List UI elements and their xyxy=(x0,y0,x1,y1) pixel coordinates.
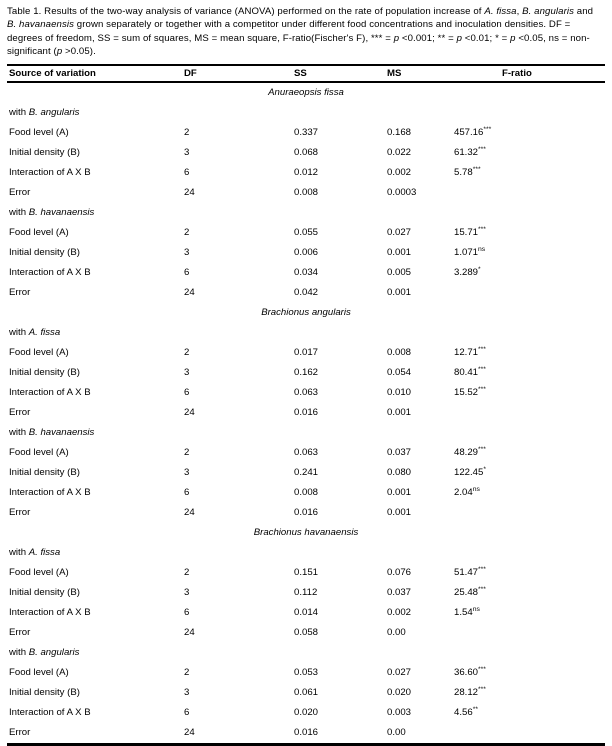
table-body xyxy=(7,83,605,746)
cell-source: Food level (A) xyxy=(9,567,69,579)
cell-source: Interaction of A X B xyxy=(9,487,91,499)
cell-df: 2 xyxy=(184,347,190,359)
group-label-competitor: A. fissa xyxy=(28,327,61,339)
table-row xyxy=(7,343,605,363)
group-label-row xyxy=(7,323,605,343)
cell-ms: 0.020 xyxy=(387,687,412,699)
caption-italic-segment: A. fissa xyxy=(484,6,517,17)
cell-f-ratio: 12.71*** xyxy=(454,345,486,359)
significance-marker: *** xyxy=(478,345,486,353)
caption-text-segment: , xyxy=(516,6,523,17)
cell-df: 3 xyxy=(184,367,190,379)
cell-ss: 0.058 xyxy=(294,627,319,639)
cell-f-ratio: 51.47*** xyxy=(454,565,486,579)
cell-df: 2 xyxy=(184,447,190,459)
cell-ms: 0.0003 xyxy=(387,187,417,199)
cell-df: 24 xyxy=(184,287,195,299)
cell-ss: 0.061 xyxy=(294,687,319,699)
cell-ms: 0.037 xyxy=(387,587,412,599)
cell-ms: 0.00 xyxy=(387,727,406,739)
significance-marker: ns xyxy=(472,605,480,613)
table-caption xyxy=(7,5,605,59)
cell-ms: 0.001 xyxy=(387,407,412,419)
col-header-df: DF xyxy=(184,67,197,79)
cell-source: Error xyxy=(9,627,31,639)
cell-ss: 0.020 xyxy=(294,707,319,719)
table-row xyxy=(7,563,605,583)
caption-text-segment: <0.05, ns = non-significant ( xyxy=(7,32,590,58)
cell-df: 3 xyxy=(184,147,190,159)
cell-source: Food level (A) xyxy=(9,347,69,359)
table-row xyxy=(7,463,605,483)
caption-italic-segment: p xyxy=(456,32,463,44)
species-header-row xyxy=(7,83,605,103)
significance-marker: ** xyxy=(472,705,478,713)
cell-ss: 0.151 xyxy=(294,567,319,579)
group-label-competitor: B. havanaensis xyxy=(28,427,95,439)
cell-source: Error xyxy=(9,187,31,199)
caption-italic-segment: p xyxy=(510,32,516,44)
cell-df: 3 xyxy=(184,687,190,699)
cell-df: 3 xyxy=(184,587,190,599)
cell-ss: 0.112 xyxy=(294,587,318,599)
group-label-row xyxy=(7,203,605,223)
cell-ms: 0.001 xyxy=(387,247,412,259)
cell-df: 3 xyxy=(184,247,190,259)
cell-ms: 0.002 xyxy=(387,607,412,619)
group-label-row xyxy=(7,423,605,443)
table-row xyxy=(7,123,605,143)
table-row xyxy=(7,223,605,243)
cell-df: 2 xyxy=(184,667,190,679)
cell-source: Initial density (B) xyxy=(9,467,80,479)
species-header-row xyxy=(7,523,605,543)
caption-text-segment: grown separately or together with a competitor under different food concentrations and inoculation densities. DF = degrees of freedom, SS = sum of squares, MS = mean square, F-ratio(Fischer's F), *** = xyxy=(7,19,571,44)
cell-source: Interaction of A X B xyxy=(9,387,91,399)
cell-df: 24 xyxy=(184,627,195,639)
cell-source: Error xyxy=(9,507,31,519)
significance-marker: *** xyxy=(478,685,486,693)
cell-df: 3 xyxy=(184,467,190,479)
species-name: Brachionus angularis xyxy=(261,307,351,319)
cell-source: Interaction of A X B xyxy=(9,267,91,279)
group-label-prefix: with xyxy=(9,207,29,219)
significance-marker: * xyxy=(483,465,486,473)
cell-ms: 0.001 xyxy=(387,507,412,519)
cell-ss: 0.016 xyxy=(294,407,319,419)
significance-marker: *** xyxy=(478,565,486,573)
cell-ms: 0.002 xyxy=(387,167,412,179)
cell-source: Food level (A) xyxy=(9,667,69,679)
table-row xyxy=(7,163,605,183)
cell-ms: 0.054 xyxy=(387,367,412,379)
table-row xyxy=(7,443,605,463)
cell-f-ratio: 15.52*** xyxy=(454,385,486,399)
cell-f-ratio: 36.60*** xyxy=(454,665,486,679)
significance-marker: ns xyxy=(472,485,480,493)
table-row xyxy=(7,283,605,303)
significance-marker: *** xyxy=(478,445,486,453)
cell-source: Error xyxy=(9,287,31,299)
cell-f-ratio: $2.04^{ns}$ xyxy=(454,485,480,499)
cell-ms: 0.001 xyxy=(387,487,412,499)
group-label xyxy=(7,647,184,658)
cell-ss: 0.337 xyxy=(294,127,319,139)
species-name: Anuraeopsis fissa xyxy=(268,87,344,99)
caption-italic-segment: p xyxy=(56,46,63,58)
significance-marker: *** xyxy=(478,665,486,673)
cell-source: Interaction of A X B xyxy=(9,167,91,179)
cell-df: 6 xyxy=(184,167,190,179)
cell-ms: 0.003 xyxy=(387,707,412,719)
group-label-prefix: with xyxy=(9,107,29,119)
cell-ss: 0.063 xyxy=(294,387,319,399)
caption-text-segment: >0.05). xyxy=(62,46,96,58)
cell-source: Food level (A) xyxy=(9,127,69,139)
cell-ms: 0.005 xyxy=(387,267,412,279)
cell-f-ratio: 25.48*** xyxy=(454,585,486,599)
cell-ms: 0.001 xyxy=(387,287,412,299)
cell-ss: 0.017 xyxy=(294,347,319,359)
table-row xyxy=(7,263,605,283)
group-label xyxy=(7,547,184,558)
group-label-competitor: B. angularis xyxy=(28,647,80,659)
cell-df: 24 xyxy=(184,407,195,419)
species-header-row xyxy=(7,303,605,323)
cell-df: 2 xyxy=(184,227,190,239)
cell-source: Interaction of A X B xyxy=(9,707,91,719)
cell-f-ratio: 48.29*** xyxy=(454,445,486,459)
cell-source: Initial density (B) xyxy=(9,587,80,599)
group-label xyxy=(7,107,184,118)
cell-source: Food level (A) xyxy=(9,227,69,239)
significance-marker: *** xyxy=(483,125,492,133)
cell-df: 24 xyxy=(184,727,195,739)
table-row xyxy=(7,703,605,723)
caption-text-segment: Table 1. Results of the two-way analysis of variance (ANOVA) performed on the rate of population increase of xyxy=(7,6,485,17)
cell-ms: 0.037 xyxy=(387,447,412,459)
cell-ss: 0.016 xyxy=(294,507,319,519)
table-row xyxy=(7,623,605,643)
cell-f-ratio: 80.41*** xyxy=(454,365,486,379)
cell-source: Initial density (B) xyxy=(9,687,80,699)
table-row xyxy=(7,383,605,403)
cell-ss: 0.241 xyxy=(294,467,319,479)
cell-df: 6 xyxy=(184,607,190,619)
cell-df: 24 xyxy=(184,187,195,199)
col-header-ss: SS xyxy=(294,67,307,79)
cell-f-ratio: 28.12*** xyxy=(454,685,486,699)
cell-f-ratio: $1.071^{ns}$ xyxy=(454,245,486,259)
cell-df: 2 xyxy=(184,567,190,579)
table-row xyxy=(7,403,605,423)
table-row xyxy=(7,363,605,383)
cell-f-ratio: 4.56** xyxy=(454,705,478,719)
cell-ms: 0.027 xyxy=(387,667,412,679)
group-label xyxy=(7,427,184,438)
caption-italic-segment: B. havanaensis xyxy=(7,19,75,31)
significance-marker: * xyxy=(478,265,481,273)
cell-source: Initial density (B) xyxy=(9,147,80,159)
cell-source: Error xyxy=(9,407,31,419)
cell-ss: 0.014 xyxy=(294,607,319,619)
caption-text-segment: <0.001; ** = xyxy=(399,32,457,44)
cell-ss: 0.034 xyxy=(294,267,319,279)
group-label-prefix: with xyxy=(9,547,29,559)
table-row xyxy=(7,583,605,603)
cell-ss: 0.008 xyxy=(294,487,319,499)
table-row xyxy=(7,663,605,683)
cell-df: 6 xyxy=(184,267,190,279)
caption-text-segment: and xyxy=(574,6,594,17)
significance-marker: *** xyxy=(478,225,486,233)
group-label-prefix: with xyxy=(9,327,29,339)
cell-f-ratio: 122.45* xyxy=(454,465,486,479)
cell-ms: 0.008 xyxy=(387,347,412,359)
cell-df: 24 xyxy=(184,507,195,519)
cell-ms: 0.168 xyxy=(387,127,412,139)
cell-ss: 0.008 xyxy=(294,187,319,199)
group-label xyxy=(7,207,184,218)
significance-marker: *** xyxy=(478,585,486,593)
group-label-competitor: A. fissa xyxy=(28,547,61,559)
cell-ms: 0.027 xyxy=(387,227,412,239)
cell-ms: 0.00 xyxy=(387,627,406,639)
col-header-f-ratio: F-ratio xyxy=(502,67,532,79)
cell-f-ratio: 457.16*** xyxy=(454,125,492,139)
cell-ms: 0.022 xyxy=(387,147,412,159)
cell-ss: 0.012 xyxy=(294,167,319,179)
cell-ss: 0.068 xyxy=(294,147,319,159)
cell-ss: 0.006 xyxy=(294,247,319,259)
caption-italic-segment: p xyxy=(393,32,400,44)
significance-marker: *** xyxy=(478,145,486,153)
species-name: Brachionus havanaensis xyxy=(253,527,359,539)
cell-f-ratio: $1.54^{ns}$ xyxy=(454,605,480,619)
table-row xyxy=(7,603,605,623)
caption-italic-segment: B. angularis xyxy=(522,6,574,17)
cell-ms: 0.010 xyxy=(387,387,412,399)
table-row xyxy=(7,723,605,743)
table-row xyxy=(7,143,605,163)
cell-f-ratio: 15.71*** xyxy=(454,225,486,239)
significance-marker: *** xyxy=(472,165,481,173)
caption-text-segment: <0.01; * = xyxy=(462,32,511,44)
cell-df: 6 xyxy=(184,707,190,719)
table-row xyxy=(7,503,605,523)
cell-source: Error xyxy=(9,727,31,739)
table-row xyxy=(7,683,605,703)
group-label-row xyxy=(7,543,605,563)
cell-ss: 0.162 xyxy=(294,367,319,379)
cell-source: Food level (A) xyxy=(9,447,69,459)
group-label-prefix: with xyxy=(9,647,29,659)
cell-df: 6 xyxy=(184,487,190,499)
significance-marker: *** xyxy=(478,365,486,373)
cell-f-ratio: 3.289* xyxy=(454,265,481,279)
table-row xyxy=(7,243,605,263)
group-label-row xyxy=(7,103,605,123)
cell-ms: 0.076 xyxy=(387,567,412,579)
significance-marker: *** xyxy=(478,385,486,393)
col-header-ms: MS xyxy=(387,67,402,79)
cell-df: 2 xyxy=(184,127,190,139)
cell-ss: 0.053 xyxy=(294,667,319,679)
group-label xyxy=(7,327,184,338)
group-label-competitor: B. angularis xyxy=(28,107,80,119)
cell-source: Initial density (B) xyxy=(9,367,80,379)
cell-source: Initial density (B) xyxy=(9,247,80,259)
cell-ss: 0.055 xyxy=(294,227,319,239)
cell-ms: 0.080 xyxy=(387,467,412,479)
cell-source: Interaction of A X B xyxy=(9,607,91,619)
table-row xyxy=(7,483,605,503)
col-header-source-of-variation: Source of variation xyxy=(9,67,96,79)
group-label-prefix: with xyxy=(9,427,29,439)
cell-f-ratio: 5.78*** xyxy=(454,165,481,179)
cell-df: 6 xyxy=(184,387,190,399)
cell-f-ratio: 61.32*** xyxy=(454,145,486,159)
table-header-row xyxy=(7,64,605,83)
cell-ss: 0.063 xyxy=(294,447,319,459)
group-label-competitor: B. havanaensis xyxy=(28,207,95,219)
anova-table xyxy=(7,64,605,746)
table-row xyxy=(7,183,605,203)
cell-ss: 0.042 xyxy=(294,287,319,299)
cell-ss: 0.016 xyxy=(294,727,319,739)
group-label-row xyxy=(7,643,605,663)
significance-marker: ns xyxy=(478,245,486,253)
